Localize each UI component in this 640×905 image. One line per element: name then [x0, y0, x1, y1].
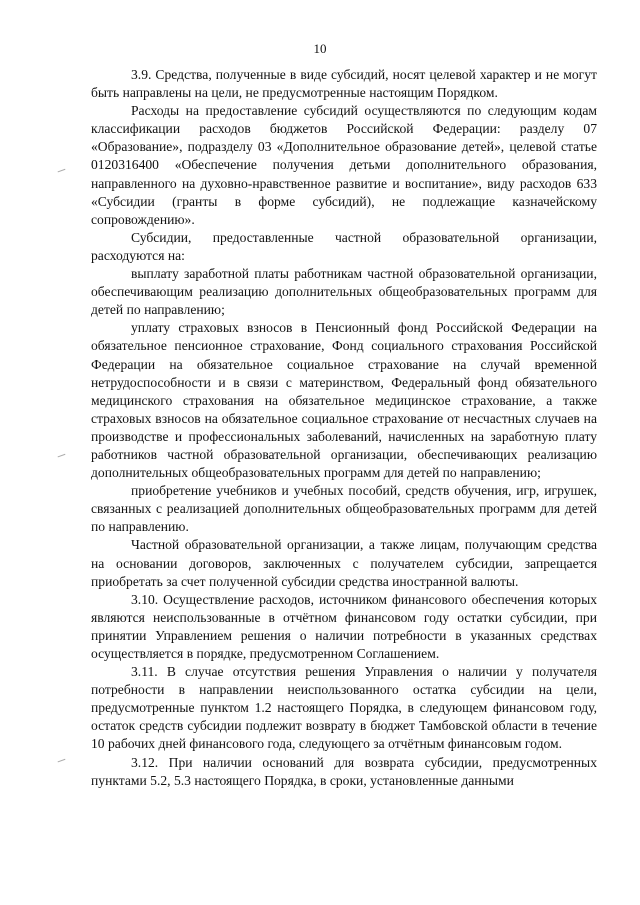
list-item-textbooks: приобретение учебников и учебных пособий, средств обучения, игр, игрушек, связанных с реализацией дополнительных общеобразовательных программ для детей по направлению. [91, 483, 597, 535]
paragraph-subsidy-spending: Субсидии, предоставленные частной образовательной организации, расходуются на: [91, 229, 597, 263]
paragraph-3-10: 3.10. Осуществление расходов, источником финансового обеспечения которых являются неиспользованные в отчётном финансовом году остатки субсидии, при принятии Управлением решения о наличии потребности в указанных средствах осуществляется в порядке, предусмотренном Соглашением. [91, 591, 597, 661]
page-number: 10 [313, 41, 327, 56]
margin-mark [58, 169, 67, 175]
paragraph-expense-codes: Расходы на предоставление субсидий осуществляются по следующим кодам классификации расходов бюджетов Российской Федерации: разделу 07 «Образование», подразделу 03 «Дополнительное образование детей», целевой статье 0120316400 «Обеспечение получения детьми дополнительного образования, направленного на духовно-нравственное развитие и воспитание», виду расходов 633 «Субсидии (гранты в форме субсидий), не подлежащие казначейскому сопровождению». [91, 103, 597, 227]
margin-mark [58, 454, 67, 460]
paragraph-currency-ban: Частной образовательной организации, а также лицам, получающим средства на основании договоров, заключенных с получателем субсидии, запрещается приобретать за счет полученной субсидии средства иностранной валюты. [91, 537, 597, 589]
paragraph-3-12: 3.12. При наличии оснований для возврата субсидии, предусмотренных пунктами 5.2, 5.3 настоящего Порядка, в сроки, установленные данными [91, 754, 597, 788]
list-item-salary: выплату заработной платы работникам частной образовательной организации, обеспечивающим реализацию дополнительных общеобразовательных программ для детей по направлению; [91, 266, 597, 318]
paragraph-3-11: 3.11. В случае отсутствия решения Управления о наличии у получателя потребности в направлении неиспользованного остатка субсидии на цели, предусмотренные пунктом 1.2 настоящего Порядка, в следующем финансовом году, остаток средств субсидии подлежит возврату в бюджет Тамбовской области в течение 10 рабочих дней финансового года, следующего за отчётным финансовым годом. [91, 664, 597, 752]
paragraph-3-9: 3.9. Средства, полученные в виде субсидий, носят целевой характер и не могут быть направлены на цели, не предусмотренные настоящим Порядком. [91, 67, 597, 101]
margin-mark [58, 759, 67, 765]
list-item-insurance: уплату страховых взносов в Пенсионный фонд Российской Федерации на обязательное пенсионное страхование, Фонд социального страхования Российской Федерации на обязательное социальное страхование на случай временной нетрудоспособности и в связи с материнством, Федеральный фонд обязательного медицинского страхования на обязательное медицинское страхование, а также страховых взносов на обязательное социальное страхование от несчастных случаев на производстве и профессиональных заболеваний, начисленных на заработную плату работников частной образовательной организации, обеспечивающих реализацию дополнительных общеобразовательных программ для детей по направлению; [91, 320, 597, 481]
document-body [91, 66, 597, 790]
